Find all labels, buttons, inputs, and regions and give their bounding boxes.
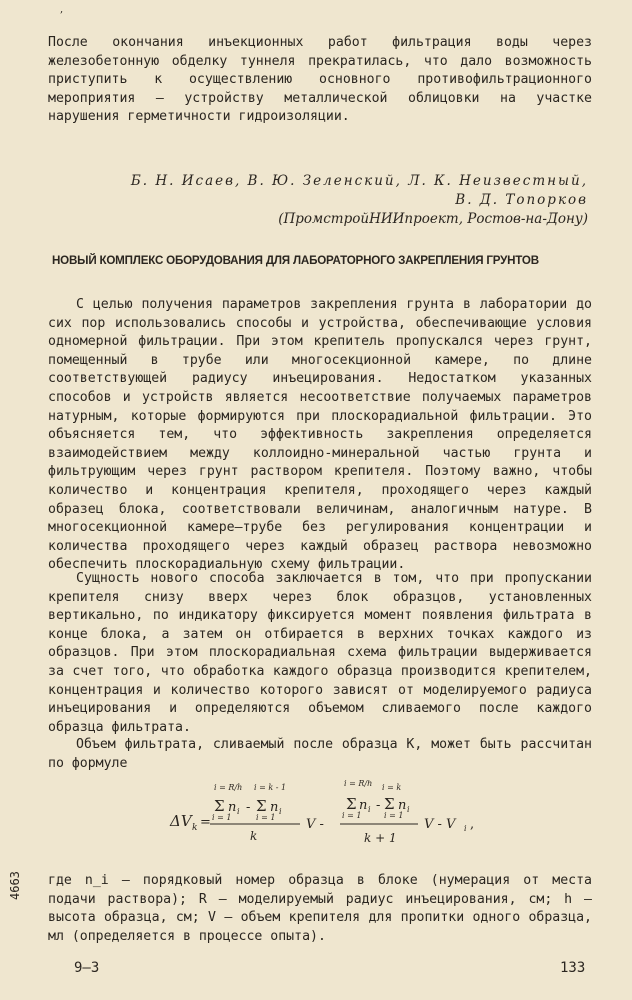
- sum2-upper: i = k - 1: [254, 783, 287, 792]
- formula-eq: =: [200, 815, 211, 830]
- sum4-sign: Σ: [384, 795, 395, 813]
- n-i-4: n: [398, 798, 407, 813]
- den-2: k + 1: [364, 831, 397, 845]
- authors-line-1: Б. Н. Исаев, В. Ю. Зеленский, Л. К. Неизвестный,: [130, 173, 588, 189]
- sum1-lower: i = 1: [212, 813, 232, 822]
- scan-mark: ,: [60, 4, 64, 15]
- den-1: k: [250, 829, 258, 843]
- n-i-3-sub: i: [368, 805, 371, 814]
- where-paragraph: где n_i – порядковый номер образца в блоке (нумерация от места подачи раствора); R – моделируемый радиус инъецирования, см; h – высота образца, см; V – объем крепителя для пропитки одного образца, мл (определяется в процессе опыта).: [48, 873, 592, 944]
- page-number: 133: [560, 960, 586, 976]
- tail-2-sub: i: [464, 824, 467, 833]
- sum3-lower: i = 1: [342, 811, 362, 820]
- tail-1: V -: [306, 817, 324, 832]
- n-i-3: n: [359, 798, 368, 813]
- sum2-sign: Σ: [256, 797, 267, 815]
- sum1-upper: i = R/h: [214, 783, 243, 792]
- sum3-sign: Σ: [346, 795, 357, 813]
- paragraph-3: Объем фильтрата, сливаемый после образца К, может быть рассчитан по формуле: [48, 737, 592, 771]
- sum2-lower: i = 1: [256, 813, 276, 822]
- minus-2: -: [376, 798, 381, 813]
- n-i-2: n: [270, 800, 279, 815]
- affiliation: (ПромстройНИИпроект, Ростов-на-Дону): [278, 211, 588, 227]
- n-i-1-sub: i: [237, 807, 240, 816]
- paragraph-2: Сущность нового способа заключается в том, что при пропускании крепителя снизу вверх через блок образцов, установленных вертикально, по индикатору фиксируется момент появления фильтрата в конце блока, а затем он отбирается в верхних точках каждого из образцов. При этом плоскорадиальная схема фильтрации выдерживается за счет того, что обработка каждого образца производится крепителем, концентрация и количество которого зависят от моделируемого радиуса инъецирования и определяются объемом сливаемого после каждого образца фильтрата.: [48, 571, 592, 735]
- sum3-upper: i = R/h: [344, 780, 373, 788]
- intro-paragraph: После окончания инъекционных работ фильтрация воды через железобетонную обделку туннеля прекратилась, что дало возможность приступить к осуществлению основного противофильтрационного мероприятия – устройству металлической облицовки на участке нарушения герметичности гидроизоляции.: [48, 35, 592, 125]
- article-title: НОВЫЙ КОМПЛЕКС ОБОРУДОВАНИЯ ДЛЯ ЛАБОРАТОРНОГО ЗАКРЕПЛЕНИЯ ГРУНТОВ: [52, 254, 539, 267]
- formula-lhs: ΔV: [170, 812, 192, 830]
- paragraph-1: С целью получения параметров закрепления грунта в лаборатории до сих пор использовались способы и устройства, обеспечивающие условия одномерной фильтрации. При этом крепитель пропускался через грунт, помещенный в трубе или многосекционной камере, по длине соответствующей радиусу инъецирования. Недостатком указанных способов и устройств является несоответствие получаемых параметров натурным, которые формируются при плоскорадиальной фильтрации. Это объясняется тем, что эффективность закрепления определяется взаимодействием между коллоидно-минеральной частью грунта и фильтрующим через грунт раствором крепителя. Поэтому важно, чтобы количество и концентрация крепителя, проходящего через каждый образец блока, соответствовали величинам, аналогичным натуре. В многосекционной камере–трубе без регулирования концентрации и количества проходящего через каждый образец раствора невозможно обеспечить плоскорадиальную схему фильтрации.: [48, 297, 592, 573]
- formula-lhs-sub: k: [192, 823, 198, 833]
- sum1-sign: Σ: [214, 797, 225, 815]
- formula: [168, 780, 488, 852]
- n-i-1: n: [228, 800, 237, 815]
- footer-signature: 9–3: [74, 960, 100, 976]
- minus-1: -: [246, 800, 251, 815]
- n-i-2-sub: i: [279, 807, 282, 816]
- authors-line-2: В. Д. Топорков: [455, 192, 588, 208]
- side-number: 4663: [8, 871, 22, 900]
- n-i-4-sub: i: [407, 805, 410, 814]
- formula-comma: ,: [470, 817, 475, 832]
- authors-block: [131, 172, 588, 229]
- tail-2: V - V: [424, 817, 456, 832]
- sum4-upper: i = k: [382, 783, 402, 792]
- sum4-lower: i = 1: [384, 811, 404, 820]
